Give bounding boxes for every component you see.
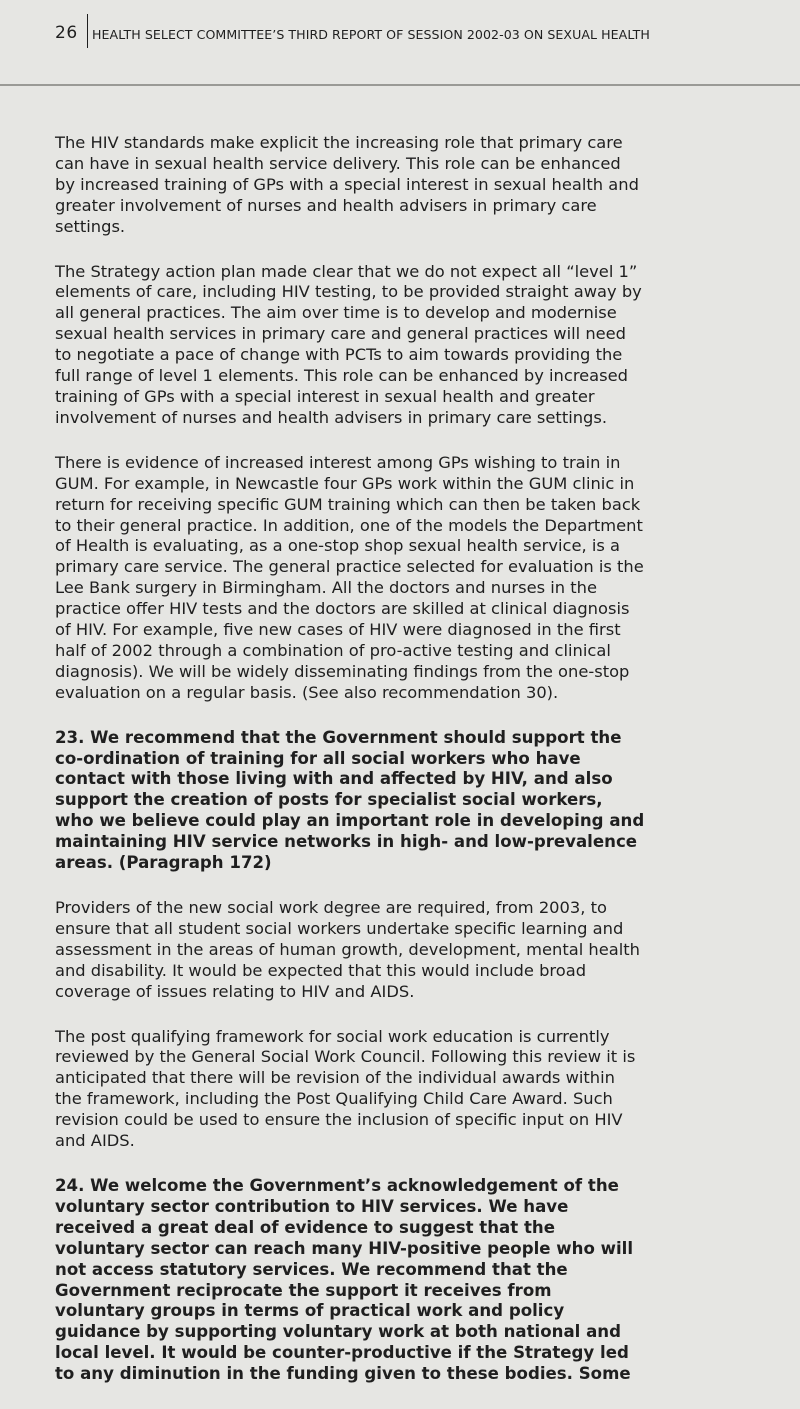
- body-text: [55, 133, 645, 1409]
- page-number: 26: [55, 23, 78, 43]
- header-rule: [0, 84, 800, 86]
- recommendation-24: 24. We welcome the Government’s acknowledgement of the voluntary sector contribution to HIV services. We have received a great deal of evidence to suggest that the voluntary sector can reach many HIV-positive people who will not access statutory services. We recommend that the Government reciprocate the support it receives from voluntary groups in terms of practical work and policy guidance by supporting voluntary work at both national and local level. It would be counter-productive if the Strategy led to any diminution in the funding given to these bodies. Some: [55, 1175, 634, 1384]
- running-title: HEALTH SELECT COMMITTEE’S THIRD REPORT OF SESSION 2002-03 ON SEXUAL HEALTH: [92, 27, 650, 42]
- header-divider: [87, 14, 88, 48]
- paragraph-standards: The HIV standards make explicit the increasing role that primary care can have in sexual health service delivery. This role can be enhanced by increased training of GPs with a special interest in sexual health and greater involvement of nurses and health advisers in primary care settings.: [55, 133, 639, 236]
- recommendation-23: 23. We recommend that the Government should support the co-ordination of training for all social workers who have contact with those living with and affected by HIV, and also support the creation of posts for specialist social workers, who we believe could play an important role in developing and maintaining HIV service networks in high- and low-prevalence areas. (Paragraph 172): [55, 727, 645, 873]
- page-header: [0, 0, 800, 70]
- paragraph-post-qualifying-framework: The post qualifying framework for social work education is currently reviewed by the General Social Work Council. Following this review it is anticipated that there will be revision of the individual awards within the framework, including the Post Qualifying Child Care Award. Such revision could be used to ensure the inclusion of specific input on HIV and AIDS.: [55, 1026, 636, 1151]
- paragraph-social-work-degree: Providers of the new social work degree are required, from 2003, to ensure that all student social workers undertake specific learning and assessment in the areas of human growth, development, mental health and disability. It would be expected that this would include broad coverage of issues relating to HIV and AIDS.: [55, 898, 640, 1001]
- paragraph-gp-training-evidence: There is evidence of increased interest among GPs wishing to train in GUM. For example, in Newcastle four GPs work within the GUM clinic in return for receiving specific GUM training which can then be taken back to their general practice. In addition, one of the models the Department of Health is evaluating, as a one-stop shop sexual health service, is a primary care service. The general practice selected for evaluation is the Lee Bank surgery in Birmingham. All the doctors and nurses in the practice offer HIV tests and the doctors are skilled at clinical diagnosis of HIV. For example, five new cases of HIV were diagnosed in the first half of 2002 through a combination of pro-active testing and clinical diagnosis). We will be widely disseminating findings from the one-stop evaluation on a regular basis. (See also recommendation 30).: [55, 452, 644, 702]
- paragraph-strategy-action-plan: The Strategy action plan made clear that we do not expect all “level 1” elements of care, including HIV testing, to be provided straight away by all general practices. The aim over time is to develop and modernise sexual health services in primary care and general practices will need to negotiate a pace of change with PCTs to aim towards providing the full range of level 1 elements. This role can be enhanced by increased training of GPs with a special interest in sexual health and greater involvement of nurses and health advisers in primary care settings.: [55, 261, 642, 427]
